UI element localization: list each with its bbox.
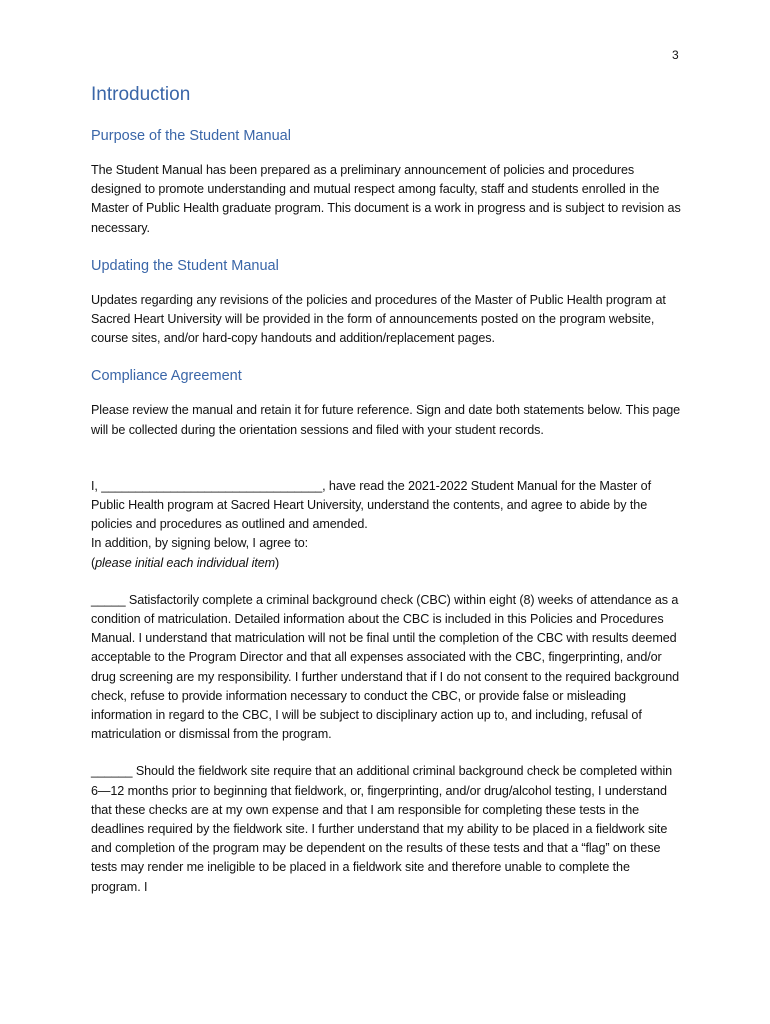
agreement-addition: In addition, by signing below, I agree to:: [91, 536, 309, 551]
agreement-item-cbc: _____ Satisfactorily complete a criminal background check (CBC) within eight (8) weeks of attendance as a condition of matriculation. Detailed information about the CBC is included in this Policies and Procedures Manual. I understand that matriculation will not be final until the completion of the CBC with results deemed acceptable to the Program Director and that all expenses associated with the CBC, fingerprinting, and/or drug screening are my responsibility. I further understand that if I do not consent to the required background check, refuse to provide information necessary to conduct the CBC, or provide false or misleading information in regard to the CBC, I will be subject to disciplinary action up to, and including, refusal of matriculation or dismissal from the program.: [91, 592, 680, 742]
agreement-item-fieldwork: ______ Should the fieldwork site require that an additional criminal background check be completed within 6—12 months prior to beginning that fieldwork, or, fingerprinting, and/or drug/alcohol testing, I understand that these checks are at my own expense and that I am responsible for completing these tests in the deadlines required by the fieldwork site. I further understand that my ability to be placed in a fieldwork site and completion of the program may be dependent on the results of these tests and that a “flag” on these tests may render me ineligible to be placed in a fieldwork site and therefore unable to complete the program. I: [91, 764, 673, 894]
section-heading-updating: Updating the Student Manual: [91, 257, 279, 274]
page-number: 3: [672, 48, 679, 62]
section-heading-compliance: Compliance Agreement: [91, 368, 242, 385]
document-body: [91, 82, 681, 897]
instruction-text: please initial each individual item: [95, 555, 276, 570]
paren-close: ): [275, 555, 280, 570]
section-body-updating: Updates regarding any revisions of the policies and procedures of the Master of Public Health program at Sacred Heart University will be provided in the form of announcements posted on the program website, course sites, and/or hard-copy handouts and addition/replacement pages.: [91, 292, 666, 346]
agreement-instruction: [91, 554, 681, 573]
page-title: Introduction: [91, 84, 191, 105]
section-heading-purpose: Purpose of the Student Manual: [91, 128, 291, 144]
agreement-statement: I, ________________________________, have read the 2021-2022 Student Manual for the Master of Public Health program at Sacred Heart University, understand the contents, and agree to abide by the policies and procedures as outlined and amended.: [91, 478, 651, 532]
paren-open: (: [91, 555, 96, 570]
section-body-compliance: Please review the manual and retain it for future reference. Sign and date both statements below. This page will be collected during the orientation sessions and filed with your student records.: [91, 403, 681, 437]
section-body-purpose: The Student Manual has been prepared as a preliminary announcement of policies and procedures designed to promote understanding and mutual respect among faculty, staff and students enrolled in the Master of Public Health graduate program. This document is a work in progress and is subject to revision as necessary.: [91, 163, 681, 235]
